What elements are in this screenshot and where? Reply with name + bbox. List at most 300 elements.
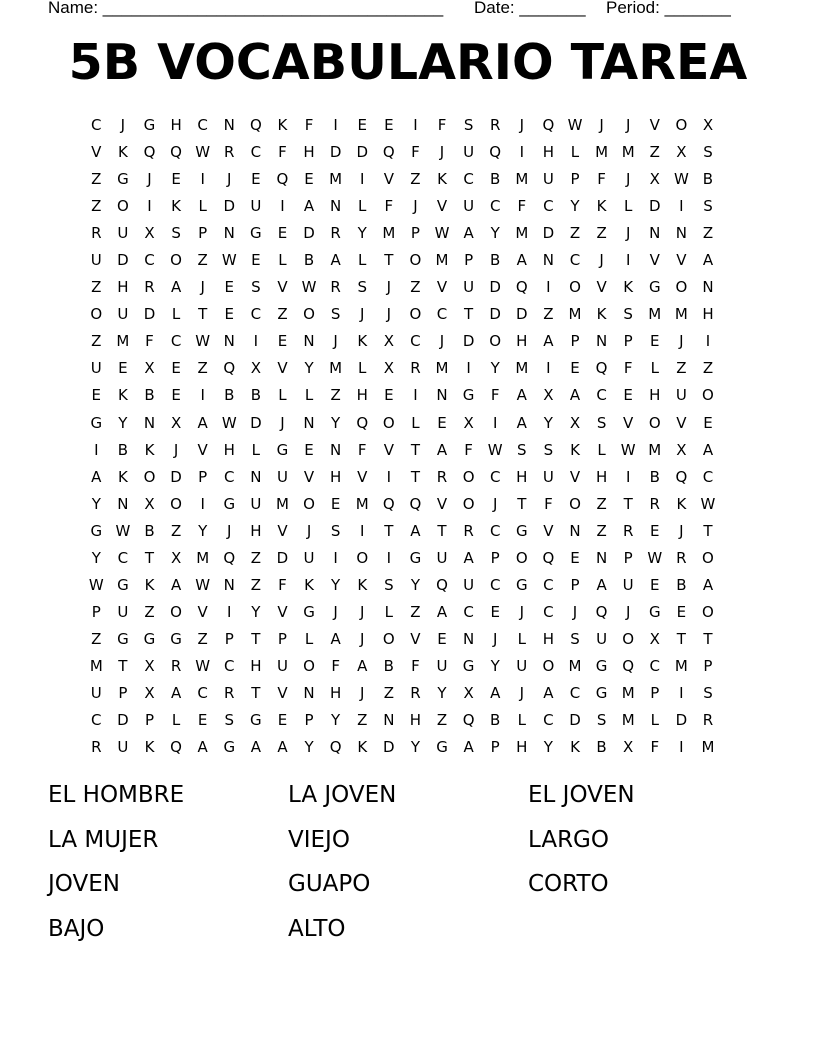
grid-letter: Z xyxy=(144,602,155,621)
grid-letter: J xyxy=(413,197,418,216)
grid-letter: G xyxy=(170,629,182,648)
grid-letter: P xyxy=(490,548,500,567)
grid-letter: U xyxy=(90,251,102,270)
grid-letter: D xyxy=(329,143,342,162)
grid-letter: D xyxy=(143,305,156,324)
grid-letter: P xyxy=(490,738,500,757)
grid-letter: C xyxy=(224,656,235,675)
grid-letter: P xyxy=(650,683,660,702)
grid-letter: X xyxy=(702,116,714,134)
grid-letter: J xyxy=(227,170,232,189)
grid-letter: V xyxy=(383,170,394,189)
grid-letter: E xyxy=(171,386,181,405)
grid-letter: Y xyxy=(91,548,101,567)
grid-letter: J xyxy=(386,278,392,297)
grid-letter: B xyxy=(224,386,235,405)
grid-letter: Q xyxy=(249,116,262,134)
grid-letter: G xyxy=(143,629,156,648)
grid-letter: P xyxy=(144,711,154,730)
grid-letter: J xyxy=(679,332,684,351)
grid-letter: Y xyxy=(490,656,500,675)
grid-letter: U xyxy=(250,197,262,216)
grid-letter: D xyxy=(117,711,129,730)
grid-letter: X xyxy=(144,656,155,675)
grid-letter: A xyxy=(543,332,554,351)
grid-letter: T xyxy=(118,656,128,675)
grid-letter: O xyxy=(116,197,129,216)
grid-letter: L xyxy=(517,629,526,648)
grid-letter: H xyxy=(595,467,608,486)
word-list-item: LA MUJER xyxy=(48,826,159,853)
grid-letter: E xyxy=(490,602,500,621)
grid-letter: N xyxy=(595,548,608,567)
grid-letter: X xyxy=(676,143,687,162)
grid-letter: S xyxy=(330,521,341,540)
grid-letter: O xyxy=(702,386,714,405)
grid-letter: Y xyxy=(331,711,341,730)
grid-letter: R xyxy=(436,467,448,486)
grid-letter: Y xyxy=(570,197,580,216)
grid-letter: V xyxy=(197,440,208,459)
grid-letter: G xyxy=(462,656,475,675)
grid-letter: H xyxy=(542,629,555,648)
grid-letter: X xyxy=(676,440,687,459)
grid-letter: C xyxy=(117,548,129,567)
grid-letter: U xyxy=(516,656,528,675)
grid-letter: C xyxy=(436,305,448,324)
grid-letter: J xyxy=(625,224,631,243)
grid-letter: Z xyxy=(436,711,448,730)
grid-letter: H xyxy=(409,711,422,730)
grid-letter: B xyxy=(702,170,714,189)
grid-letter: I xyxy=(386,467,392,486)
grid-letter: C xyxy=(543,197,554,216)
grid-letter: F xyxy=(411,656,420,675)
grid-letter: N xyxy=(649,224,661,243)
grid-letter: F xyxy=(623,359,633,378)
grid-letter: X xyxy=(623,738,634,757)
grid-letter: R xyxy=(649,494,660,513)
grid-letter: M xyxy=(621,711,635,730)
grid-letter: P xyxy=(277,629,287,648)
grid-letter: Z xyxy=(676,359,687,378)
grid-letter: J xyxy=(625,170,631,189)
grid-letter: J xyxy=(280,413,285,432)
grid-letter: U xyxy=(463,143,475,162)
grid-letter: Q xyxy=(436,575,448,594)
grid-letter: P xyxy=(198,224,208,243)
grid-letter: B xyxy=(490,711,501,730)
grid-letter: P xyxy=(224,629,234,648)
grid-letter: U xyxy=(542,467,554,486)
grid-letter: G xyxy=(515,575,528,594)
grid-letter: O xyxy=(170,494,182,513)
grid-letter: A xyxy=(596,575,607,594)
grid-letter: I xyxy=(147,197,152,216)
grid-letter: E xyxy=(304,170,314,189)
grid-letter: T xyxy=(144,548,155,567)
grid-letter: Z xyxy=(410,602,421,621)
grid-letter: Q xyxy=(542,548,555,567)
grid-letter: U xyxy=(117,224,129,243)
grid-letter: C xyxy=(569,683,581,702)
grid-letter: W xyxy=(647,548,663,567)
grid-letter: D xyxy=(303,224,315,243)
grid-letter: K xyxy=(596,305,607,324)
grid-letter: H xyxy=(649,386,661,405)
grid-letter: T xyxy=(384,521,394,540)
grid-letter: I xyxy=(413,116,418,134)
grid-letter: D xyxy=(223,197,236,216)
grid-letter: Z xyxy=(250,575,261,594)
grid-letter: F xyxy=(437,116,447,134)
word-list-item: JOVEN xyxy=(48,871,120,897)
grid-letter: C xyxy=(702,467,714,486)
grid-letter: R xyxy=(410,683,421,702)
grid-letter: C xyxy=(224,467,235,486)
grid-letter: E xyxy=(437,629,447,648)
grid-letter: E xyxy=(570,359,580,378)
grid-letter: T xyxy=(410,467,420,486)
grid-letter: N xyxy=(542,251,554,270)
grid-letter: E xyxy=(197,711,208,730)
grid-letter: H xyxy=(330,467,342,486)
grid-letter: A xyxy=(170,575,182,594)
grid-letter: Z xyxy=(330,386,341,405)
page-title: 5B VOCABULARIO TAREA xyxy=(68,34,748,91)
grid-letter: F xyxy=(517,197,527,216)
grid-letter: A xyxy=(463,548,474,567)
grid-letter: F xyxy=(464,440,473,459)
grid-letter: Z xyxy=(383,683,394,702)
grid-letter: X xyxy=(383,359,394,378)
grid-letter: C xyxy=(463,602,474,621)
grid-letter: T xyxy=(703,629,713,648)
grid-letter: I xyxy=(466,359,471,378)
grid-letter: Z xyxy=(543,305,554,324)
grid-letter: J xyxy=(200,278,205,297)
grid-letter: O xyxy=(462,494,475,513)
grid-letter: H xyxy=(542,143,555,162)
grid-letter: S xyxy=(703,143,713,162)
grid-letter: Q xyxy=(409,494,422,513)
grid-letter: C xyxy=(463,170,474,189)
grid-letter: N xyxy=(330,197,342,216)
grid-letter: U xyxy=(90,359,102,378)
grid-letter: J xyxy=(333,332,338,351)
grid-letter: E xyxy=(304,440,314,459)
grid-letter: N xyxy=(143,413,156,432)
grid-letter: N xyxy=(223,575,235,594)
grid-letter: O xyxy=(462,467,475,486)
grid-letter: K xyxy=(277,116,288,134)
grid-letter: M xyxy=(275,494,289,513)
grid-letter: I xyxy=(492,413,498,432)
grid-letter: W xyxy=(567,116,583,134)
date-field-label[interactable]: Date: _______ xyxy=(474,0,586,17)
grid-letter: J xyxy=(173,440,179,459)
grid-letter: U xyxy=(463,575,475,594)
grid-letter: G xyxy=(462,386,475,405)
grid-letter: A xyxy=(277,738,288,757)
grid-letter: G xyxy=(223,738,236,757)
grid-letter: K xyxy=(357,738,368,757)
grid-letter: U xyxy=(596,629,608,648)
grid-letter: Z xyxy=(649,143,660,162)
grid-letter: V xyxy=(596,278,607,297)
grid-letter: V xyxy=(357,467,368,486)
grid-letter: V xyxy=(277,683,288,702)
grid-letter: R xyxy=(144,278,155,297)
grid-letter: W xyxy=(195,575,211,594)
grid-letter: B xyxy=(144,386,155,405)
grid-letter: K xyxy=(117,143,128,162)
grid-letter: H xyxy=(170,116,182,134)
grid-letter: V xyxy=(649,251,660,270)
grid-letter: U xyxy=(276,656,288,675)
grid-letter: L xyxy=(358,359,367,378)
grid-letter: M xyxy=(435,251,449,270)
grid-letter: S xyxy=(171,224,181,243)
grid-letter: L xyxy=(198,197,207,216)
grid-letter: G xyxy=(303,602,315,621)
grid-letter: Z xyxy=(357,711,368,730)
grid-letter: B xyxy=(490,251,501,270)
grid-letter: P xyxy=(118,683,128,702)
grid-letter: N xyxy=(436,386,448,405)
grid-letter: X xyxy=(463,683,474,702)
grid-letter: R xyxy=(91,738,102,757)
grid-letter: T xyxy=(384,251,394,270)
grid-letter: N xyxy=(223,332,235,351)
grid-letter: A xyxy=(330,251,341,270)
grid-letter: E xyxy=(251,251,261,270)
grid-letter: V xyxy=(436,494,448,513)
grid-letter: E xyxy=(570,548,580,567)
grid-letter: K xyxy=(437,170,447,189)
grid-letter: Q xyxy=(276,170,289,189)
grid-letter: V xyxy=(383,440,394,459)
name-field-label[interactable]: Name: ____________________________________ xyxy=(48,0,444,17)
grid-letter: F xyxy=(411,143,420,162)
grid-letter: D xyxy=(675,711,688,730)
grid-letter: F xyxy=(278,143,287,162)
word-list-item: CORTO xyxy=(528,871,609,897)
grid-letter: M xyxy=(568,305,582,324)
word-list-item: VIEJO xyxy=(288,826,350,853)
grid-letter: S xyxy=(703,197,713,216)
grid-letter: W xyxy=(195,332,211,351)
grid-letter: J xyxy=(439,332,445,351)
grid-letter: E xyxy=(277,711,288,730)
grid-letter: K xyxy=(144,575,155,594)
grid-letter: T xyxy=(623,494,633,513)
grid-letter: Y xyxy=(357,224,367,243)
grid-letter: C xyxy=(489,467,501,486)
grid-letter: B xyxy=(117,440,129,459)
grid-letter: T xyxy=(410,440,420,459)
grid-letter: K xyxy=(144,440,155,459)
grid-letter: I xyxy=(200,494,205,513)
grid-letter: O xyxy=(702,602,714,621)
grid-letter: P xyxy=(91,602,101,621)
grid-letter: R xyxy=(622,521,634,540)
grid-letter: N xyxy=(117,494,129,513)
grid-letter: L xyxy=(517,711,526,730)
grid-letter: G xyxy=(117,575,129,594)
grid-letter: G xyxy=(117,629,129,648)
grid-letter: I xyxy=(386,548,392,567)
grid-letter: O xyxy=(170,251,182,270)
grid-letter: W xyxy=(487,440,503,459)
grid-letter: Z xyxy=(277,305,288,324)
grid-letter: Y xyxy=(490,359,500,378)
grid-letter: M xyxy=(621,683,635,702)
grid-letter: R xyxy=(224,143,235,162)
grid-letter: L xyxy=(278,251,287,270)
grid-letter: F xyxy=(357,440,367,459)
grid-letter: O xyxy=(143,467,156,486)
grid-letter: O xyxy=(90,305,103,324)
grid-letter: E xyxy=(650,521,660,540)
grid-letter: N xyxy=(223,116,235,134)
word-list-item: EL HOMBRE xyxy=(48,782,185,808)
grid-letter: H xyxy=(356,386,368,405)
grid-letter: A xyxy=(490,683,501,702)
grid-letter: M xyxy=(515,170,529,189)
grid-letter: Y xyxy=(251,602,261,621)
grid-letter: N xyxy=(462,629,475,648)
grid-letter: A xyxy=(702,440,714,459)
grid-letter: V xyxy=(410,629,421,648)
grid-letter: X xyxy=(649,629,660,648)
grid-letter: Y xyxy=(410,575,420,594)
grid-letter: J xyxy=(360,602,365,621)
grid-letter: N xyxy=(303,413,315,432)
grid-letter: V xyxy=(436,197,448,216)
grid-letter: D xyxy=(462,332,475,351)
grid-letter: S xyxy=(384,575,394,594)
grid-letter: P xyxy=(570,170,580,189)
grid-letter: Y xyxy=(91,494,101,513)
grid-letter: V xyxy=(569,467,581,486)
word-list-item: ALTO xyxy=(288,915,346,942)
grid-letter: W xyxy=(700,494,716,513)
grid-letter: C xyxy=(596,386,607,405)
grid-letter: X xyxy=(463,413,474,432)
grid-letter: G xyxy=(515,521,528,540)
grid-letter: E xyxy=(224,278,234,297)
grid-letter: M xyxy=(89,656,103,675)
grid-letter: A xyxy=(91,467,102,486)
grid-letter: I xyxy=(679,197,684,216)
grid-letter: R xyxy=(91,224,102,243)
grid-letter: P xyxy=(304,711,314,730)
grid-letter: D xyxy=(276,548,289,567)
grid-letter: P xyxy=(703,656,713,675)
grid-letter: Y xyxy=(304,738,314,757)
grid-letter: A xyxy=(702,251,714,270)
grid-letter: A xyxy=(170,278,182,297)
grid-letter: N xyxy=(702,278,714,297)
period-field-label[interactable]: Period: _______ xyxy=(606,0,731,17)
grid-letter: W xyxy=(620,440,636,459)
grid-letter: J xyxy=(625,116,631,134)
grid-letter: S xyxy=(596,711,607,730)
grid-letter: Z xyxy=(197,251,208,270)
grid-letter: J xyxy=(492,629,498,648)
grid-letter: H xyxy=(702,305,714,324)
grid-letter: L xyxy=(251,440,261,459)
grid-letter: E xyxy=(277,332,288,351)
grid-letter: Y xyxy=(118,413,128,432)
grid-letter: Z xyxy=(197,359,208,378)
grid-letter: E xyxy=(171,359,181,378)
grid-letter: P xyxy=(623,332,633,351)
grid-letter: R xyxy=(224,683,235,702)
grid-letter: A xyxy=(410,521,421,540)
grid-letter: H xyxy=(330,683,342,702)
grid-letter: T xyxy=(198,305,208,324)
grid-letter: B xyxy=(383,656,394,675)
grid-letter: V xyxy=(676,413,687,432)
grid-letter: Z xyxy=(250,548,261,567)
grid-letter: T xyxy=(517,494,527,513)
grid-letter: S xyxy=(623,305,633,324)
grid-letter: K xyxy=(676,494,687,513)
grid-letter: A xyxy=(436,440,448,459)
grid-letter: E xyxy=(437,413,447,432)
grid-letter: R xyxy=(410,359,421,378)
grid-letter: Y xyxy=(490,224,500,243)
grid-letter: D xyxy=(648,197,661,216)
grid-letter: D xyxy=(170,467,182,486)
grid-letter: A xyxy=(197,413,208,432)
grid-letter: H xyxy=(303,143,315,162)
grid-letter: X xyxy=(170,548,182,567)
grid-letter: M xyxy=(595,143,609,162)
grid-letter: I xyxy=(413,386,418,405)
grid-letter: L xyxy=(570,143,580,162)
grid-letter: R xyxy=(330,224,341,243)
grid-letter: E xyxy=(91,386,102,405)
grid-letter: S xyxy=(703,683,713,702)
grid-letter: A xyxy=(197,738,208,757)
grid-letter: J xyxy=(599,116,604,134)
grid-letter: V xyxy=(91,143,102,162)
grid-letter: D xyxy=(383,738,395,757)
grid-letter: C xyxy=(144,251,155,270)
grid-letter: O xyxy=(622,629,635,648)
grid-letter: N xyxy=(330,440,342,459)
grid-letter: M xyxy=(435,359,449,378)
grid-letter: J xyxy=(599,251,604,270)
grid-letter: G xyxy=(143,116,156,134)
grid-letter: A xyxy=(543,683,554,702)
grid-letter: U xyxy=(90,683,102,702)
grid-letter: L xyxy=(623,197,633,216)
grid-letter: S xyxy=(224,711,235,730)
grid-letter: K xyxy=(357,575,368,594)
grid-letter: Q xyxy=(489,143,502,162)
grid-letter: Z xyxy=(702,224,714,243)
grid-letter: U xyxy=(542,170,554,189)
grid-letter: O xyxy=(382,413,395,432)
grid-letter: C xyxy=(170,332,182,351)
grid-letter: K xyxy=(117,386,128,405)
grid-letter: J xyxy=(360,305,365,324)
grid-letter: Z xyxy=(569,224,581,243)
